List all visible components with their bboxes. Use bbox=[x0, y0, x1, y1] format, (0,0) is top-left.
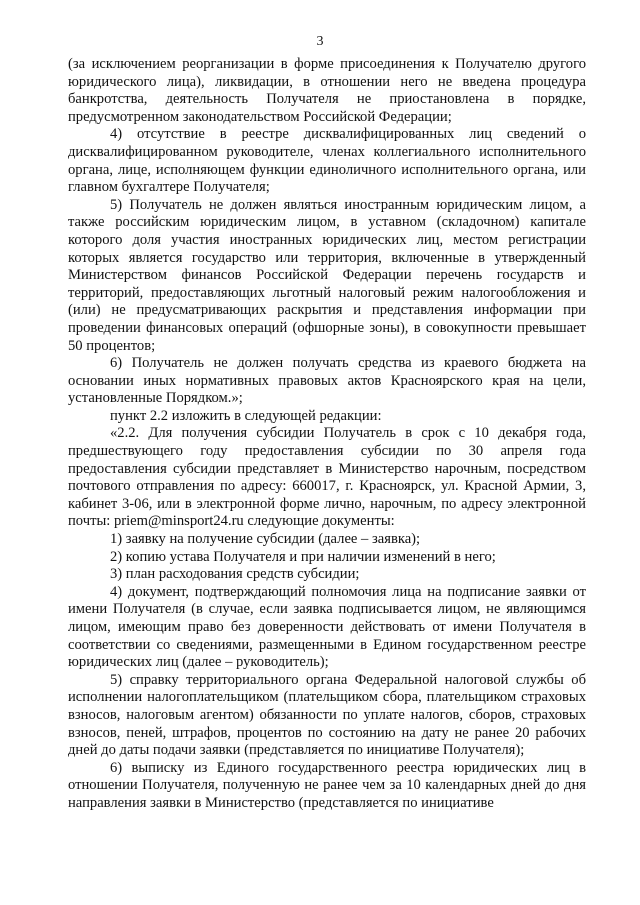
clause-2-2: «2.2. Для получения субсидии Получатель в срок с 10 декабря года, предшествующего году предоставления субсидии по 30 апреля года предоставления субсидии представляет в Министерство нарочным, посредством почтового отправления по адресу: 660017, г. Красноярск, ул. Красной Армии, 3, кабинет 3-06, или в электронной форме лично, нарочным, по адресу электронной почты: priem@minsport24.ru следующие документы: bbox=[68, 425, 586, 530]
paragraph-continuation: (за исключением реорганизации в форме присоединения к Получателю другого юридического лица), ликвидации, в отношении него не введена процедура банкротства, деятельность Получателя не приостановлена в порядке, предусмотренном законодательством Российской Федерации; bbox=[68, 56, 586, 125]
list-item-6: 6) Получатель не должен получать средства из краевого бюджета на основании иных нормативных правовых актов Красноярского края на цели, установленные Порядком.»; bbox=[68, 355, 586, 407]
document-list-item-5: 5) справку территориального органа Федеральной налоговой службы об исполнении налогоплательщиком (плательщиком сбора, плательщиком страховых взносов, налоговым агентом) обязанности по уплате налогов, сборов, страховых взносов, пеней, штрафов, процентов по состоянию на дату не ранее 20 рабочих дней до даты подачи заявки (представляется по инициативе Получателя); bbox=[68, 671, 586, 759]
document-list-item-3: 3) план расходования средств субсидии; bbox=[110, 566, 360, 583]
document-list-item-1: 1) заявку на получение субсидии (далее – заявка); bbox=[110, 531, 421, 548]
document-body bbox=[68, 56, 586, 813]
page-number: 3 bbox=[316, 34, 324, 49]
amendment-intro: пункт 2.2 изложить в следующей редакции: bbox=[110, 407, 382, 424]
document-list-item-4: 4) документ, подтверждающий полномочия лица на подписание заявки от имени Получателя (в случае, если заявка подписывается лицом, не являющимся лицом, имеющим право без доверенности действовать от имени Получателя в соответствии со сведениями, размещенными в Едином государственном реестре юридических лиц (далее – руководитель); bbox=[68, 583, 586, 671]
list-item-4: 4) отсутствие в реестре дисквалифицированных лиц сведений о дисквалифицированном руководителе, членах коллегиального исполнительного органа, лице, исполняющем функции единоличного исполнительного органа, или главном бухгалтере Получателя; bbox=[68, 126, 586, 196]
list-item-5: 5) Получатель не должен являться иностранным юридическим лицом, а также российским юридическим лицом, в уставном (складочном) капитале которого доля участия иностранных юридических лиц, местом регистрации которых является государство или территория, включенные в утвержденный Министерством финансов Российской Федерации перечень государств и территорий, предоставляющих льготный налоговый режим налогообложения и (или) не предусматривающих раскрытия и представления информации при проведении финансовых операций (офшорные зоны), в совокупности превышает 50 процентов; bbox=[68, 196, 586, 354]
document-list-item-6: 6) выписку из Единого государственного реестра юридических лиц в отношении Получателя, полученную не ранее чем за 10 календарных дней до дня направления заявки в Министерство (представляется по инициативе bbox=[68, 759, 586, 811]
document-list-item-2: 2) копию устава Получателя и при наличии изменений в него; bbox=[110, 548, 496, 565]
